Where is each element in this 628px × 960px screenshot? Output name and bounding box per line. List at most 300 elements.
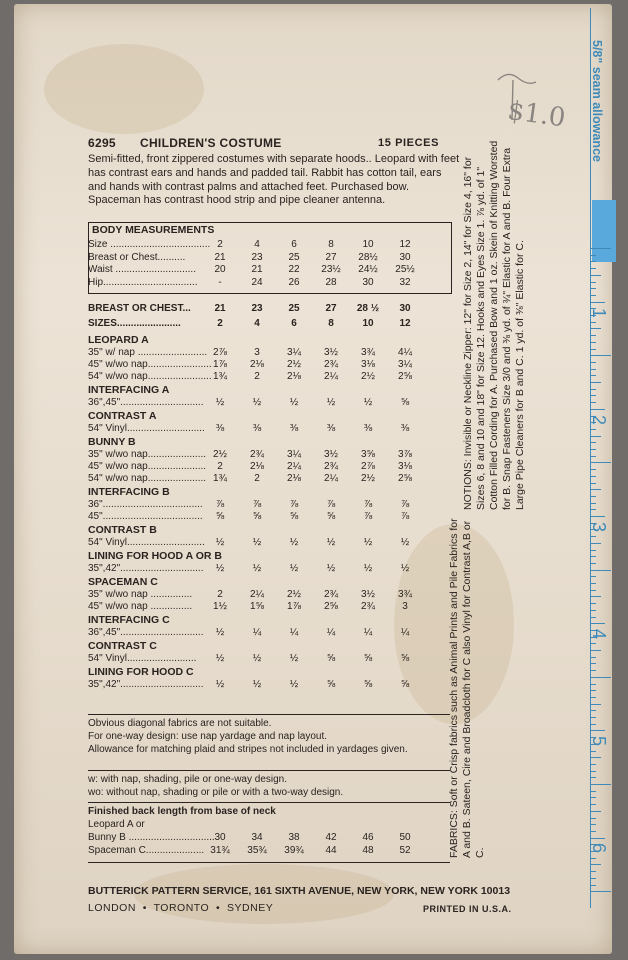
yardage-row-value: 3⅛ <box>398 461 412 472</box>
yardage-row-value: ⅞ <box>215 499 225 510</box>
ruler-tick <box>591 349 596 350</box>
section-heading: CONTRAST A <box>88 410 157 422</box>
breast-chest-row-value: 21 <box>214 303 226 314</box>
yardage-row-value: ½ <box>289 563 299 574</box>
ruler-tick <box>591 791 596 792</box>
yardage-row-value: 1¾ <box>213 473 227 484</box>
measurement-row-value: 20 <box>214 264 226 275</box>
section-heading: BUNNY B <box>88 436 136 448</box>
measurement-row-value: 2 <box>217 239 223 250</box>
divider <box>88 714 450 715</box>
sizes-row-value: 12 <box>399 318 411 329</box>
ruler-tick <box>591 871 596 872</box>
yardage-row-value: ½ <box>363 537 373 548</box>
ruler-tick <box>591 590 596 591</box>
yardage-row-value: ½ <box>252 679 262 690</box>
ruler-tick <box>591 483 596 484</box>
ruler-tick <box>591 576 596 577</box>
ruler-tick <box>591 389 596 390</box>
ruler-tick <box>591 885 596 886</box>
ruler-number: 1 <box>589 308 609 319</box>
breast-chest-row-value: 28 ½ <box>356 303 380 314</box>
yardage-row-value: 2 <box>217 589 223 600</box>
footer-cities: LONDON • TORONTO • SYDNEY <box>88 902 274 914</box>
measurement-row-value: 30 <box>362 276 374 288</box>
yardage-row-value: 2¼ <box>324 473 338 484</box>
pattern-name: CHILDREN'S COSTUME <box>140 136 282 150</box>
ruler-tick <box>591 684 596 685</box>
yardage-row-value: 3 <box>402 601 408 612</box>
yardage-row-value: ¼ <box>289 627 299 638</box>
ruler-tick <box>591 824 596 825</box>
yardage-row-label: 35" w/wo nap..................... <box>88 449 207 460</box>
ruler-tick <box>591 375 596 376</box>
ruler-tick <box>591 724 596 725</box>
yardage-row-value: ½ <box>400 563 410 574</box>
back-length-label-a: Leopard A or <box>88 819 145 830</box>
measurement-row-value: 28½ <box>358 251 378 263</box>
back-length-row-ab-value: 50 <box>399 832 411 843</box>
ruler-tick <box>591 717 596 718</box>
yardage-row-label: 54" w/wo nap..................... <box>88 473 207 484</box>
section-heading: LINING FOR HOOD C <box>88 666 194 678</box>
yardage-row-label: 35" w/ nap ......................... <box>88 347 208 358</box>
yardage-row-value: ½ <box>252 537 262 548</box>
ruler-tick <box>591 302 605 303</box>
yardage-row-value: 2¼ <box>250 589 264 600</box>
ruler-tick <box>591 623 605 624</box>
back-length-row-ab-value: 38 <box>288 832 300 843</box>
footer-service: BUTTERICK PATTERN SERVICE, 161 SIXTH AVENUE, NEW YORK, NEW YORK 10013 <box>88 885 511 897</box>
ruler-tick <box>591 811 601 812</box>
ruler-tick <box>591 858 596 859</box>
ruler-tick <box>591 516 605 517</box>
ruler-tick <box>591 831 596 832</box>
back-length-row-ab-value: 46 <box>362 832 374 843</box>
yardage-row-value: ⅜ <box>326 423 336 434</box>
ruler-tick <box>591 462 611 463</box>
divider <box>88 802 450 803</box>
sizes-row-value: 10 <box>362 318 374 329</box>
ruler-tick <box>591 282 596 283</box>
yardage-row-value: ½ <box>326 537 336 548</box>
yardage-row-value: 2¾ <box>324 589 338 600</box>
measurement-row-value: 25 <box>288 251 300 263</box>
yardage-row-value: 2½ <box>361 371 375 382</box>
yardage-row-value: 2⅝ <box>398 473 412 484</box>
handwritten-price <box>488 60 568 134</box>
ruler-tick <box>591 429 596 430</box>
yardage-row-value: 2 <box>217 461 223 472</box>
back-length-row-c-value: 31¾ <box>210 845 230 856</box>
yardage-row-label: 35" w/wo nap ............... <box>88 589 193 600</box>
ruler-number: 5 <box>589 736 609 747</box>
ruler-tick <box>591 643 596 644</box>
ruler-tick <box>591 610 596 611</box>
yardage-row-value: 2 <box>254 371 260 382</box>
ruler-tick <box>591 864 601 865</box>
yardage-row-value: 1⅞ <box>287 601 301 612</box>
ruler-tick <box>591 570 611 571</box>
section-heading: INTERFACING C <box>88 614 170 626</box>
measurement-row-value: 32 <box>399 276 411 288</box>
yardage-row-value: ½ <box>289 679 299 690</box>
yardage-row-label: 45" w/wo nap ............... <box>88 601 193 612</box>
yardage-row-value: ½ <box>252 653 262 664</box>
ruler-tick <box>591 402 596 403</box>
ruler-tick <box>591 369 596 370</box>
ruler-tick <box>591 764 596 765</box>
yardage-row-value: ½ <box>252 563 262 574</box>
measurement-row-value: 24½ <box>358 264 378 275</box>
ruler-tick <box>591 596 601 597</box>
ruler-tick <box>591 322 596 323</box>
yardage-row-value: ⅝ <box>326 653 336 664</box>
back-length-row-c-value: 48 <box>362 845 374 856</box>
yardage-row-value: ⅝ <box>215 511 225 522</box>
ruler-tick <box>591 677 611 678</box>
ruler-tick <box>591 777 596 778</box>
ruler-tick <box>591 751 596 752</box>
yardage-row-label: 54" Vinyl......................... <box>88 653 197 664</box>
ruler-tick <box>591 409 605 410</box>
back-length-row-ab-value: 42 <box>325 832 337 843</box>
printed-in: PRINTED IN U.S.A. <box>423 904 512 914</box>
measurement-row-value: 25½ <box>395 264 415 275</box>
yardage-row-value: 1¾ <box>213 371 227 382</box>
ruler-tick <box>591 603 596 604</box>
measurement-row-value: 30 <box>399 251 411 263</box>
yardage-row-value: ⅝ <box>400 397 410 408</box>
ruler-tick <box>591 362 596 363</box>
note-one-way: For one-way design: use nap yardage and nap layout. <box>88 731 328 742</box>
description: Semi-fitted, front zippered costumes with separate hoods.. Leopard with feet has contrast ears and hands and padded tail. Rabbit has cotton tail, ears and hands with contrast palms and attached feet. Purchased bow. Spaceman has contrast hood strip and pipe cleaner antenna. <box>88 153 460 207</box>
back-length-row-c-value: 52 <box>399 845 411 856</box>
measurement-row-value: 12 <box>399 239 411 250</box>
yardage-row-value: ⅞ <box>363 511 373 522</box>
yardage-row-value: ½ <box>215 679 225 690</box>
yardage-row-label: 45".................................... <box>88 511 203 522</box>
ruler-tick <box>591 891 611 892</box>
yardage-row-value: 3⅛ <box>361 359 375 370</box>
yardage-row-value: 4¼ <box>398 347 412 358</box>
yardage-row-value: 2⅛ <box>287 371 301 382</box>
ruler-tick <box>591 657 596 658</box>
yardage-row-value: 2 <box>254 473 260 484</box>
yardage-row-label: 54" Vinyl............................ <box>88 537 205 548</box>
ruler-tick <box>591 503 596 504</box>
yardage-row-value: ⅝ <box>363 679 373 690</box>
ruler-tick <box>591 797 596 798</box>
measurement-row-label: Hip.................................. <box>88 276 198 288</box>
breast-chest-row-value: 23 <box>251 303 263 314</box>
ruler-tick <box>591 650 601 651</box>
section-heading: LEOPARD A <box>88 334 149 346</box>
ruler-tick <box>591 710 596 711</box>
measurement-row-value: 10 <box>362 239 374 250</box>
yardage-row-value: 2¾ <box>361 601 375 612</box>
yardage-row-label: 54" Vinyl............................ <box>88 423 205 434</box>
ruler-tick <box>591 342 596 343</box>
pattern-title <box>88 136 282 150</box>
measurement-row-label: Waist ............................. <box>88 264 196 275</box>
yardage-row-value: 3¾ <box>398 589 412 600</box>
yardage-row-value: 2½ <box>213 449 227 460</box>
note-diagonal: Obvious diagonal fabrics are not suitable. <box>88 718 272 729</box>
ruler-tick <box>591 583 596 584</box>
breast-chest-row-value: 25 <box>288 303 300 314</box>
yardage-row-value: 2⅛ <box>287 473 301 484</box>
yardage-row-label: 35",42".............................. <box>88 679 204 690</box>
ruler-tick <box>591 496 596 497</box>
ruler-number: 2 <box>589 415 609 426</box>
yardage-row-value: ½ <box>215 397 225 408</box>
yardage-row-value: ½ <box>215 563 225 574</box>
back-length-row-c-value: 35¾ <box>247 845 267 856</box>
section-heading: INTERFACING B <box>88 486 170 498</box>
breast-chest-row-value: 30 <box>399 303 411 314</box>
yardage-row-label: 36",45".............................. <box>88 397 204 408</box>
ruler-tick <box>591 617 596 618</box>
ruler-tick <box>591 730 605 731</box>
yardage-row-label: 45" w/wo nap....................... <box>88 359 212 370</box>
yardage-row-value: ⅞ <box>289 499 299 510</box>
yardage-row-value: ⅜ <box>252 423 262 434</box>
yardage-row-value: ¼ <box>326 627 336 638</box>
ruler-tick <box>591 255 596 256</box>
seam-allowance-label: 5/8" seam allowance <box>590 40 604 162</box>
ruler-tick <box>591 818 596 819</box>
back-length-row-ab-value: 30 <box>214 832 226 843</box>
ruler-tick <box>591 878 596 879</box>
divider <box>88 770 450 771</box>
yardage-row-value: 2¼ <box>324 371 338 382</box>
ruler-number: 3 <box>589 522 609 533</box>
note-plaid: Allowance for matching plaid and stripes not included in yardages given. <box>88 744 408 755</box>
yardage-row-value: ½ <box>326 397 336 408</box>
yardage-row-value: ⅜ <box>215 423 225 434</box>
ruler-tick <box>591 563 596 564</box>
ruler-tick <box>591 556 596 557</box>
back-length-row-ab-label: Bunny B ............................... <box>88 832 215 843</box>
section-heading: SPACEMAN C <box>88 576 158 588</box>
yardage-row-value: 2¾ <box>250 449 264 460</box>
yardage-row-value: 3½ <box>361 589 375 600</box>
yardage-row-value: 2⅞ <box>361 461 375 472</box>
ruler-tick <box>591 469 596 470</box>
yardage-row-value: 3⅞ <box>398 449 412 460</box>
legend-without-nap: wo: without nap, shading or pile or with a two-way design. <box>88 787 344 798</box>
yardage-row-value: ⅝ <box>400 653 410 664</box>
ruler-tick <box>591 442 596 443</box>
section-heading: CONTRAST C <box>88 640 157 652</box>
yardage-row-value: ⅞ <box>252 499 262 510</box>
yardage-row-value: ¼ <box>400 627 410 638</box>
ruler-tick <box>591 704 601 705</box>
ruler-tick <box>591 804 596 805</box>
ruler-tick <box>591 382 601 383</box>
ruler-tick <box>591 328 601 329</box>
measurement-row-value: 6 <box>291 239 297 250</box>
section-heading: CONTRAST B <box>88 524 157 536</box>
yardage-row-value: 2¾ <box>324 359 338 370</box>
yardage-row-value: 3¼ <box>287 449 301 460</box>
yardage-row-value: ½ <box>363 397 373 408</box>
measurement-row-value: 27 <box>325 251 337 263</box>
ruler-tick <box>591 690 596 691</box>
back-length-title: Finished back length from base of neck <box>88 806 276 817</box>
sizes-row-value: 8 <box>328 318 334 329</box>
ruler-tick <box>591 335 596 336</box>
yardage-row-value: ½ <box>400 537 410 548</box>
sizes-row-value: 6 <box>291 318 297 329</box>
yardage-row-value: 3⅝ <box>361 449 375 460</box>
yardage-row-value: 3½ <box>324 449 338 460</box>
ruler-tick <box>591 449 596 450</box>
yardage-row-value: ⅜ <box>363 423 373 434</box>
yardage-row-value: 2½ <box>287 589 301 600</box>
yardage-row-value: 2⅛ <box>250 461 264 472</box>
handwritten-price-text: $1.0 <box>505 95 568 134</box>
yardage-row-value: ⅞ <box>400 499 410 510</box>
yardage-row-label: 35",42".............................. <box>88 563 204 574</box>
yardage-row-value: ½ <box>289 397 299 408</box>
yardage-row-value: 1⅞ <box>213 359 227 370</box>
notions-body: NOTIONS: Invisible or Neckline Zipper: 12" for Size 2, 14" for Size 4, 16" for Sizes 6, 8 and 10 and 18" for Size 12. Hooks and Eyes Size 1. ⅞ yd. of 1" Cotton Filled Cording for A. Purchased Bow and 1 oz. Skein of Knitting Worsted for B. Snap Fasteners Size 3/0 and ⅜ yd. of ¾" Elastic for A and B. Four Extra Large Pipe Cleaners for B and C. 1 yd. of ⅜" Elastic for C. <box>462 140 526 510</box>
yardage-row-value: ⅝ <box>326 679 336 690</box>
ruler-tick <box>591 456 596 457</box>
body-measurements-title: BODY MEASUREMENTS <box>92 224 215 236</box>
yardage-row-label: 54" w/wo nap....................... <box>88 371 212 382</box>
sizes-row-value: 2 <box>217 318 223 329</box>
back-length-row-c-label: Spaceman C..................... <box>88 845 205 856</box>
ruler-tick <box>591 784 611 785</box>
measurement-row-value: 24 <box>251 276 263 288</box>
measurement-row-value: 23 <box>251 251 263 263</box>
ruler-tick <box>591 261 596 262</box>
yardage-row-value: 2⅝ <box>398 371 412 382</box>
measurement-row-value: 28 <box>325 276 337 288</box>
ruler-tick <box>591 295 596 296</box>
measurement-row-value: 22 <box>288 264 300 275</box>
legend-with-nap: w: with nap, shading, pile or one-way design. <box>88 774 288 785</box>
yardage-row-value: ½ <box>326 563 336 574</box>
sizes-row-label: SIZES....................... <box>88 318 181 329</box>
yardage-row-value: 2½ <box>361 473 375 484</box>
yardage-row-value: ½ <box>215 537 225 548</box>
yardage-row-value: ½ <box>215 627 225 638</box>
yardage-row-value: ½ <box>363 563 373 574</box>
ruler-tick <box>591 268 596 269</box>
section-heading: INTERFACING A <box>88 384 170 396</box>
measurement-row-value: - <box>218 276 222 288</box>
ruler-number: 6 <box>589 843 609 854</box>
ruler-tick <box>591 509 596 510</box>
ruler-tick <box>591 275 601 276</box>
ruler-tick <box>591 355 611 356</box>
ruler-tick <box>591 663 596 664</box>
yardage-row-label: 36",45".............................. <box>88 627 204 638</box>
back-length-row-c-value: 39¾ <box>284 845 304 856</box>
measurement-row-value: 4 <box>254 239 260 250</box>
sizes-row-value: 4 <box>254 318 260 329</box>
measurement-row-value: 8 <box>328 239 334 250</box>
notions-text <box>462 140 527 510</box>
breast-chest-row-label: BREAST OR CHEST... <box>88 303 191 314</box>
fabrics-text: FABRICS: Soft or Crisp fabrics such as Animal Prints and Pile Fabrics for A and B. Sateen, Cire and Broadcloth for C also Vinyl for Contrast A,B or C. <box>448 518 486 858</box>
yardage-row-value: 1⅝ <box>250 601 264 612</box>
yardage-row-value: ¼ <box>363 627 373 638</box>
yardage-row-value: ⅝ <box>252 511 262 522</box>
ruler-tick <box>591 697 596 698</box>
yardage-row-value: 2¼ <box>287 461 301 472</box>
yardage-row-value: 2⅞ <box>213 347 227 358</box>
divider <box>88 862 450 863</box>
yardage-row-value: 3¾ <box>361 347 375 358</box>
yardage-row-value: 1½ <box>213 601 227 612</box>
back-length-row-ab-value: 34 <box>251 832 263 843</box>
yardage-row-value: ⅝ <box>289 511 299 522</box>
ruler-tick <box>591 436 601 437</box>
ruler-tick <box>591 771 596 772</box>
ruler-number: 4 <box>589 629 609 640</box>
yardage-row-label: 45" w/wo nap..................... <box>88 461 207 472</box>
yardage-row-value: ⅝ <box>363 653 373 664</box>
yardage-row-value: 2⅝ <box>324 601 338 612</box>
pattern-number: 6295 <box>88 136 116 150</box>
ruler-tick <box>591 288 596 289</box>
age-stain <box>44 44 204 134</box>
measurement-row-value: 21 <box>251 264 263 275</box>
ruler-tick <box>591 395 596 396</box>
yardage-row-value: 2⅛ <box>250 359 264 370</box>
yardage-row-value: ⅝ <box>400 679 410 690</box>
measurement-row-value: 21 <box>214 251 226 263</box>
yardage-row-value: ⅞ <box>400 511 410 522</box>
yardage-row-value: ⅝ <box>326 511 336 522</box>
back-length-row-c-value: 44 <box>325 845 337 856</box>
yardage-row-value: ⅞ <box>363 499 373 510</box>
measurement-row-label: Size .................................... <box>88 239 211 250</box>
yardage-row-value: 3¼ <box>287 347 301 358</box>
measurement-row-label: Breast or Chest.......... <box>88 251 186 263</box>
ruler-tick <box>591 550 596 551</box>
yardage-row-value: 2½ <box>287 359 301 370</box>
yardage-row-value: ½ <box>215 653 225 664</box>
ruler-tick <box>591 489 601 490</box>
ruler-tick <box>591 543 601 544</box>
yardage-row-value: ⅞ <box>326 499 336 510</box>
ruler-tick <box>591 248 611 249</box>
yardage-row-value: ½ <box>289 537 299 548</box>
yardage-row-value: 3½ <box>324 347 338 358</box>
yardage-row-value: 3 <box>254 347 260 358</box>
yardage-row-value: ¼ <box>252 627 262 638</box>
piece-count: 15 PIECES <box>378 137 440 149</box>
yardage-row-value: ⅜ <box>400 423 410 434</box>
section-heading: LINING FOR HOOD A OR B <box>88 550 222 562</box>
ruler-tick <box>591 838 605 839</box>
measurement-row-value: 26 <box>288 276 300 288</box>
yardage-row-value: 3¼ <box>398 359 412 370</box>
yardage-row-value: 2¾ <box>324 461 338 472</box>
ruler-tick <box>591 536 596 537</box>
yardage-row-value: ⅜ <box>289 423 299 434</box>
measurement-row-value: 23½ <box>321 264 341 275</box>
seam-ruler <box>590 8 613 908</box>
breast-chest-row-value: 27 <box>325 303 337 314</box>
ruler-tick <box>591 476 596 477</box>
